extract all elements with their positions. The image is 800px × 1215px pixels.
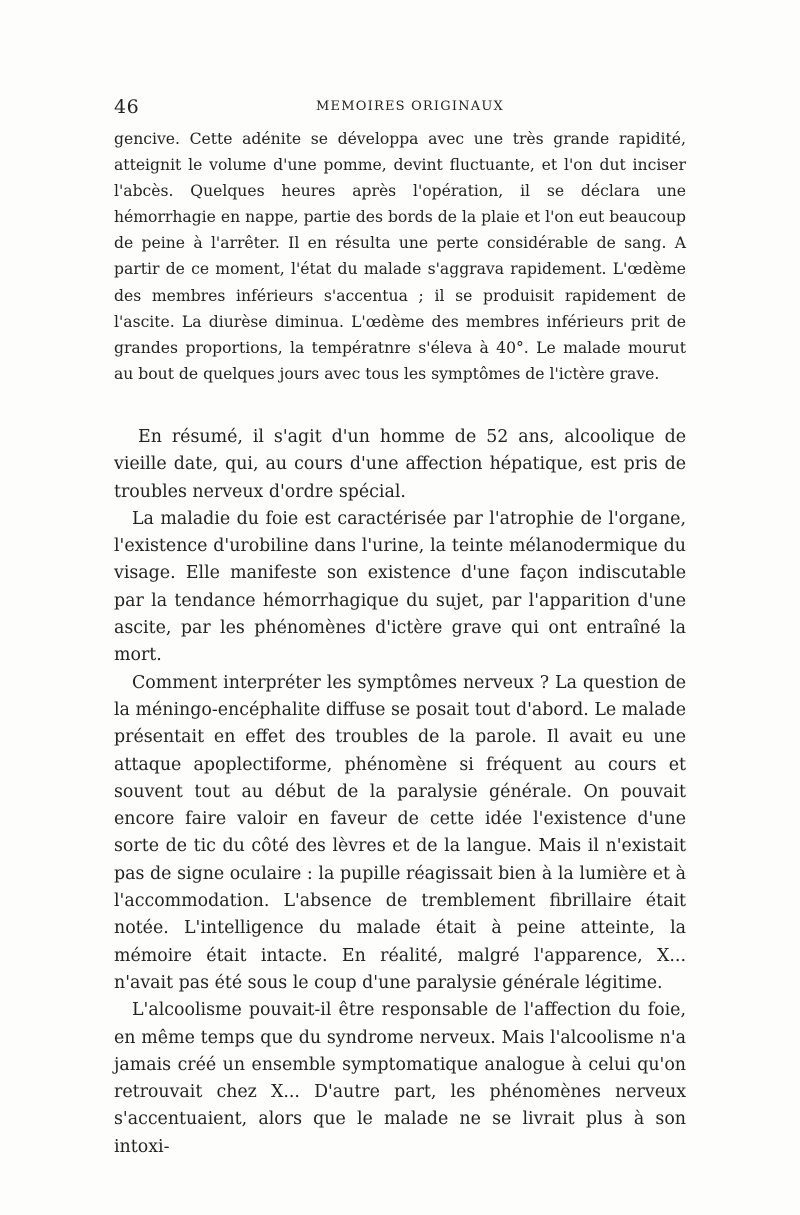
discussion-paragraph-liver: La maladie du foie est caractérisée par l'atrophie de l'organe, l'existence d'urobiline dans l'urine, la teinte mélanodermique du visage. Elle manifeste son existence d'une façon indiscutable par la tendance hémorrhagique du sujet, par l'apparition d'une ascite, par les phénomènes d'ictère grave qui ont entraîné la mort.	[114, 508, 686, 666]
case-report-text	[114, 126, 686, 387]
case-report-paragraph: gencive. Cette adénite se développa avec une très grande rapidité, atteignit le volume d'une pomme, devint fluctuante, et l'on dut inciser l'abcès. Quelques heures après l'opération, il se déclara une hémorrhagie en nappe, partie des bords de la plaie et l'on eut beaucoup de peine à l'arrêter. Il en résulta une perte considérable de sang. A partir de ce moment, l'état du malade s'aggrava rapidement. L'œdème des membres inférieurs s'accentua ; il se produisit rapidement de l'ascite. La diurèse diminua. L'œdème des membres inférieurs prit de grandes proportions, la températnre s'éleva à 40°. Le malade mourut au bout de quelques jours avec tous les symptômes de l'ictère grave.	[114, 130, 686, 383]
discussion-text	[114, 424, 686, 1161]
page-number: 46	[114, 96, 140, 118]
running-title: MEMOIRES ORIGINAUX	[316, 99, 504, 114]
discussion-paragraph-alcoholism: L'alcoolisme pouvait-il être responsable de l'affection du foie, en même temps que du syndrome nerveux. Mais l'alcoolisme n'a jamais créé un ensemble symptomatique analogue à celui qu'on retrouvait chez X... D'autre part, les phénomènes nerveux s'accentuaient, alors que le malade ne se livrait plus à son intoxi-	[114, 1000, 686, 1157]
discussion-paragraph-nervous: Comment interpréter les symptômes nerveux ? La question de la méningo-encéphalite diffuse se posait tout d'abord. Le malade présentait en effet des troubles de la parole. Il avait eu une attaque apoplectiforme, phénomène si fréquent au cours et souvent tout au début de la paralysie générale. On pouvait encore faire valoir en faveur de cette idée l'existence d'une sorte de tic du côté des lèvres et de la langue. Mais il n'existait pas de signe oculaire : la pupille réagissait bien à la lumière et à l'accommodation. L'absence de tremblement fibrillaire était notée. L'intelligence du malade était à peine atteinte, la mémoire était intacte. En réalité, malgré l'apparence, X... n'avait pas été sous le coup d'une paralysie générale légitime.	[114, 672, 686, 993]
page-header	[114, 96, 686, 120]
discussion-paragraph-summary: En résumé, il s'agit d'un homme de 52 ans, alcoolique de vieille date, qui, au cours d'une affection hépatique, est pris de troubles nerveux d'ordre spécial.	[114, 427, 686, 502]
